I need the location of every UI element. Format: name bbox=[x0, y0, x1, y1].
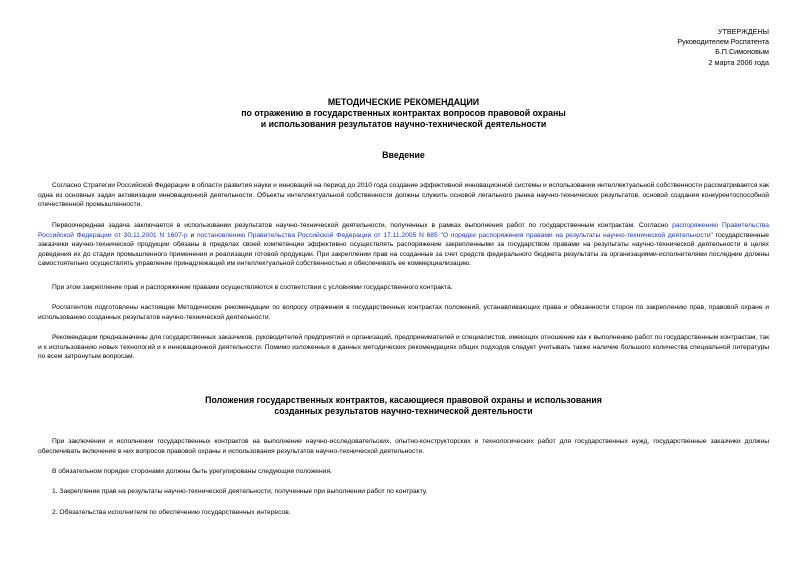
link-government-resolution-685[interactable]: постановлению Правительства Российской Федерации от 17.11.2005 N 685 "О порядке распоряжения правами на результаты научно-технической деятельности" bbox=[196, 231, 713, 239]
list-item-rights-assignment: 1. Закрепление прав на результаты научно-технической деятельности, полученные при выполнении работ по контракту. bbox=[52, 488, 428, 495]
paragraph-strategy: Согласно Стратегии Российской Федерации в области развития науки и инноваций на период до 2010 года создание эффективной инновационной системы и использовании интеллектуальной собственности рассматривается как одна из основных задач активизации инновационной деятельности. Объекты интеллектуальной собственности должны служить основой легального рынка научно-технических результатов, основой создания конкурентоспособной отечественной промышленности. bbox=[38, 182, 769, 209]
intro-heading: Введение bbox=[382, 150, 425, 160]
approval-stamp bbox=[677, 27, 769, 68]
title-line-2: по отражению в государственных контрактах вопросов правовой охраны bbox=[241, 108, 566, 118]
paragraph-mandatory-provisions: В обязательном порядке сторонами должны быть урегулированы следующие положения. bbox=[52, 468, 332, 475]
paragraph-text: Первоочередная задача заключается в использовании результатов научно-технической деятельности, полученных в рамках выполнения работ по государственным контрактам. Согласно bbox=[52, 222, 673, 229]
paragraph-audience: Рекомендации предназначены для государственных заказчиков, руководителей предприятий и организаций, предпринимателей и специалистов, имеющих отношение как к выполнению работ по государственным контрактам, так и к использованию новых технологий и к инновационной деятельности. Помимо изложенных в данных методических рекомендациях общих подходов следует учитывать также наличие большого количества специальной литературы по всем затронутым вопросам. bbox=[38, 334, 769, 361]
section-heading-line-1: Положения государственных контрактов, касающиеся правовой охраны и использования bbox=[205, 395, 602, 405]
paragraph-primary-task bbox=[38, 221, 769, 269]
list-item-contractor-obligations: 2. Обязательства исполнителя по обеспечению государственных интересов. bbox=[52, 509, 291, 516]
title-line-1: МЕТОДИЧЕСКИЕ РЕКОМЕНДАЦИИ bbox=[327, 97, 480, 107]
section-heading bbox=[0, 395, 807, 417]
paragraph-contract-conclusion: При заключении и исполнении государственных контрактов на выполнение научно-исследовательских, опытно-конструкторских и технологических работ для государственных нужд, государственные заказчики должны обеспечивать включение в них вопросов правовой охраны и использования результатов научно-технической деятельности. bbox=[38, 438, 769, 455]
title-line-3: и использования результатов научно-технической деятельности bbox=[260, 119, 547, 129]
link-government-order-1607[interactable]: распоряжению Правительства Российской Федерации от 30.11.2001 N 1607-р bbox=[38, 222, 769, 239]
paragraph-rights-conditions: При этом закрепление прав и распоряжение правами осуществляются в соответствии с условиями государственного контракта. bbox=[52, 284, 453, 291]
approval-line-name: Б.П.Симоновым bbox=[715, 47, 769, 57]
paragraph-text: и bbox=[187, 231, 197, 239]
approval-line-date: 2 марта 2006 года bbox=[708, 57, 769, 67]
paragraph-rospatent: Роспатентом подготовлены настоящие Методические рекомендации по вопросу отражения в государственных контрактах положений, устанавливающих права и обязанности сторон по закреплению прав, правовой охране и использованию созданных результатов научно-технической деятельности. bbox=[38, 304, 769, 321]
section-heading-line-2: созданных результатов научно-технической деятельности bbox=[274, 406, 533, 416]
approval-line-approved: УТВЕРЖДЕНЫ bbox=[717, 27, 769, 36]
document-title bbox=[0, 97, 807, 130]
paragraph-text: государственные заказчики научно-технической продукции обязаны в пределах своей компетенции эффективно осуществлять распоряжение закрепленными за государством правами на результаты научно-технической деятельности в целях доведения их до стадии промышленного применения и реализации готовой продукции. При закреплении прав на созданные за счет средств федерального бюджета результаты за организациями-исполнителями последние должны самостоятельно осуществлять управление принадлежащей им интеллектуальной собственностью и обеспечивать ее коммерциализацию. bbox=[38, 231, 769, 268]
approval-line-role: Руководителем Роспатента bbox=[677, 37, 769, 47]
